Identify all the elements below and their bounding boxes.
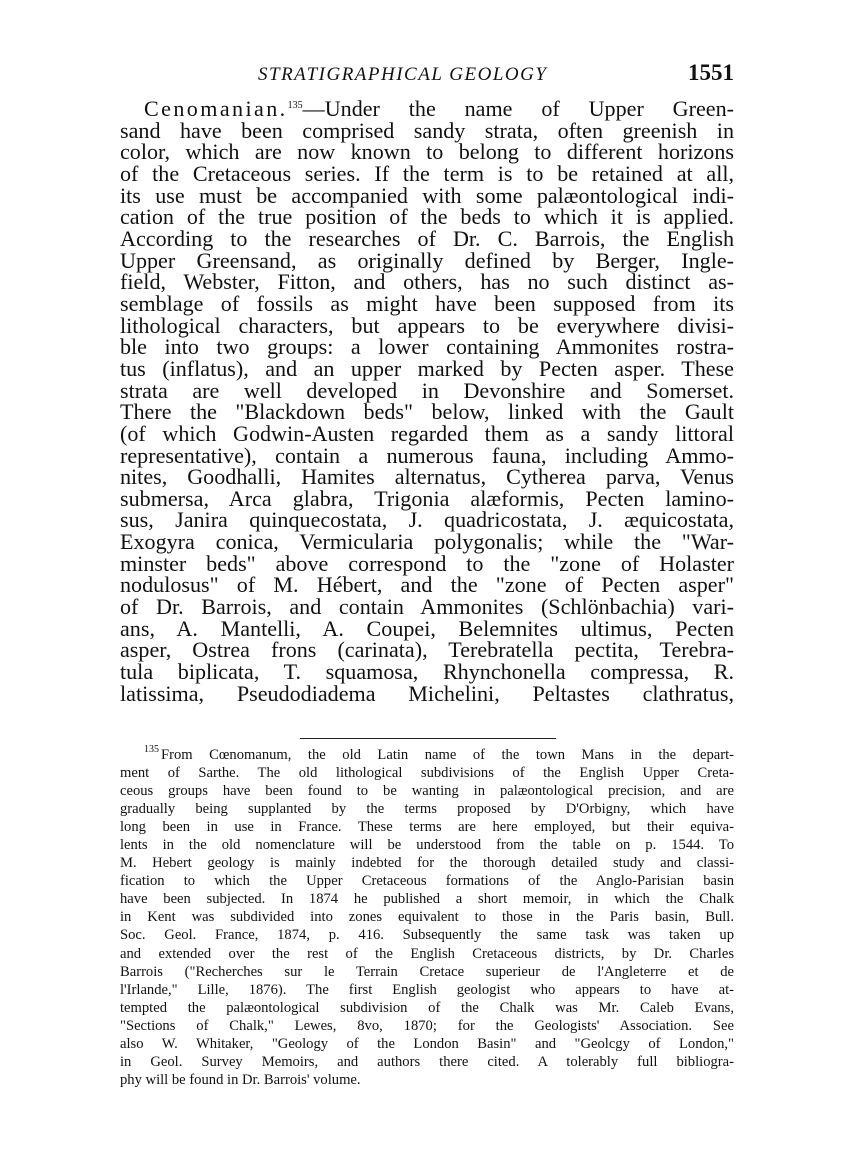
body-line: sand have been comprised sandy strata, often greenish in bbox=[120, 117, 734, 143]
body-line: representative), contain a numerous fauna, including Ammo- bbox=[120, 442, 734, 468]
footnote-line: l'Irlande," Lille, 1876). The first English geologist who appears to have at- bbox=[120, 981, 734, 998]
body-line: of Dr. Barrois, and contain Ammonites (Schlönbachia) vari- bbox=[120, 594, 734, 620]
footnote-line: M. Hebert geology is mainly indebted for the thorough detailed study and classi- bbox=[120, 855, 734, 872]
footnote-number: 135 bbox=[144, 744, 159, 755]
footnote-line: long been in use in France. These terms are here employed, but their equiva- bbox=[120, 819, 734, 836]
body-line: Upper Greensand, as originally defined by Berger, Ingle- bbox=[120, 247, 734, 273]
footnote-line: Barrois ("Recherches sur le Terrain Cretace superieur de l'Angleterre et de bbox=[120, 963, 734, 980]
body-line: submersa, Arca glabra, Trigonia alæformis, Pecten lamino- bbox=[120, 485, 734, 511]
footnote-line: lents in the old nomenclature will be understood from the table on p. 1544. To bbox=[120, 837, 734, 854]
body-line: tus (inflatus), and an upper marked by Pecten asper. These bbox=[120, 355, 734, 381]
footnote-line: phy will be found in Dr. Barrois' volume. bbox=[120, 1071, 361, 1088]
footnote-line: "Sections of Chalk," Lewes, 8vo, 1870; for the Geologists' Association. See bbox=[120, 1017, 734, 1034]
body-line: sus, Janira quinquecostata, J. quadricostata, J. æquicostata, bbox=[120, 507, 734, 533]
body-line: of the Cretaceous series. If the term is to be retained at all, bbox=[120, 160, 734, 186]
body-line: field, Webster, Fitton, and others, has no such distinct as- bbox=[120, 269, 734, 295]
footnote-line: have been subjected. In 1874 he published a short memoir, in which the Chalk bbox=[120, 891, 734, 908]
body-line: semblage of fossils as might have been supposed from its bbox=[120, 290, 734, 316]
main-paragraph bbox=[120, 98, 734, 704]
section-term: Cenomanian. bbox=[144, 96, 288, 121]
body-line: asper, Ostrea frons (carinata), Terebratella pectita, Terebra- bbox=[120, 637, 734, 663]
page-number: 1551 bbox=[688, 60, 734, 85]
running-header bbox=[120, 60, 734, 90]
footnote-line: ceous groups have been found to be wanting in palæontological precision, and are bbox=[120, 783, 734, 800]
body-line: nodulosus" of M. Hébert, and the "zone of Pecten asper" bbox=[120, 572, 734, 598]
footnote-line: in Geol. Survey Memoirs, and authors there cited. A tolerably full bibliogra- bbox=[120, 1053, 734, 1070]
footnote-line: ment of Sarthe. The old lithological subdivisions of the English Upper Creta- bbox=[120, 765, 734, 782]
footnote-divider bbox=[300, 738, 556, 739]
body-line: ble into two groups: a lower containing Ammonites rostra- bbox=[120, 334, 734, 360]
footnote-line: and extended over the rest of the English Cretaceous districts, by Dr. Charles bbox=[120, 945, 734, 962]
running-title: STRATIGRAPHICAL GEOLOGY bbox=[258, 64, 548, 85]
footnote-line: $^{135}$ From Cœnomanum, the old Latin name of the town Mans in the depart- bbox=[144, 744, 734, 763]
body-line: (of which Godwin-Austen regarded them as a sandy littoral bbox=[120, 420, 734, 446]
footnote-reference: 135 bbox=[287, 100, 303, 111]
body-line: its use must be accompanied with some palæontological indi- bbox=[120, 182, 734, 208]
footnote-line: gradually being supplanted by the terms proposed by D'Orbigny, which have bbox=[120, 801, 734, 818]
body-line: strata are well developed in Devonshire and Somerset. bbox=[120, 377, 734, 403]
body-line: According to the researches of Dr. C. Barrois, the English bbox=[120, 225, 734, 251]
footnote-line: tempted the palæontological subdivision of the Chalk was Mr. Caleb Evans, bbox=[120, 999, 734, 1016]
body-line: ans, A. Mantelli, A. Coupei, Belemnites ultimus, Pecten bbox=[120, 615, 734, 641]
footnote-line: fication to which the Upper Cretaceous formations of the Anglo-Parisian basin bbox=[120, 873, 734, 890]
footnote bbox=[120, 746, 734, 1089]
body-line: lithological characters, but appears to be everywhere divisi- bbox=[120, 312, 734, 338]
body-line: Exogyra conica, Vermicularia polygonalis; while the "War- bbox=[120, 529, 734, 555]
body-line: Cenomanian.$^{135}$—Under the name of Upper Green- bbox=[144, 96, 734, 121]
body-line: nites, Goodhalli, Hamites alternatus, Cytherea parva, Venus bbox=[120, 464, 734, 490]
body-line: tula biplicata, T. squamosa, Rhynchonella compressa, R. bbox=[120, 659, 734, 685]
body-line: latissima, Pseudodiadema Michelini, Peltastes clathratus, bbox=[120, 680, 734, 706]
body-line: minster beds" above correspond to the "zone of Holaster bbox=[120, 550, 734, 576]
body-line: color, which are now known to belong to different horizons bbox=[120, 139, 734, 165]
footnote-line: Soc. Geol. France, 1874, p. 416. Subsequently the same task was taken up bbox=[120, 927, 734, 944]
footnote-line: also W. Whitaker, "Geology of the London Basin" and "Geolcgy of London," bbox=[120, 1035, 734, 1052]
footnote-line: in Kent was subdivided into zones equivalent to those in the Paris basin, Bull. bbox=[120, 909, 734, 926]
body-line: cation of the true position of the beds to which it is applied. bbox=[120, 204, 734, 230]
body-line: There the "Blackdown beds" below, linked with the Gault bbox=[120, 399, 734, 425]
